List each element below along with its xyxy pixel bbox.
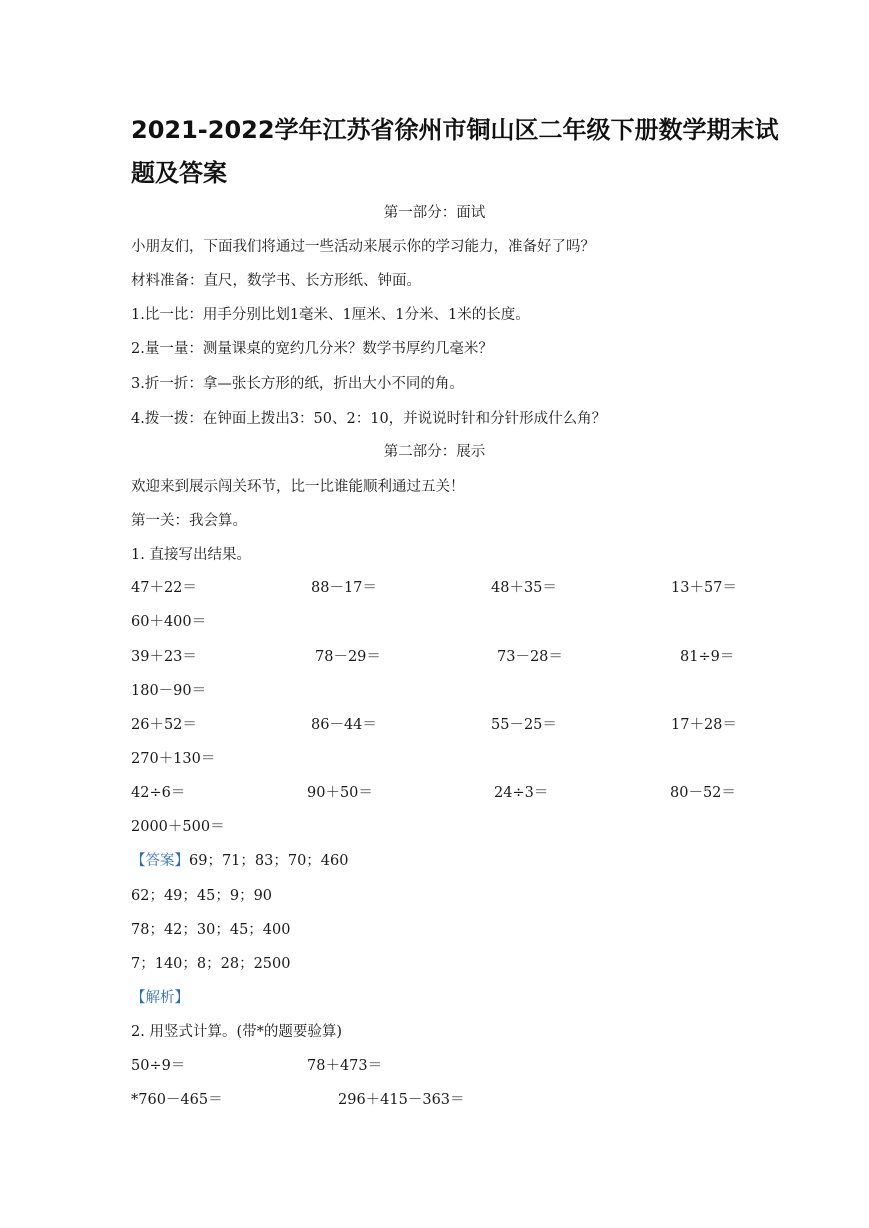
part1-item-4: 4.拨一拨：在钟面上拨出3：50、2：10，并说说时针和分针形成什么角？ bbox=[131, 411, 607, 427]
calc-item: 2000＋500＝ bbox=[131, 819, 225, 835]
answer-text: 69；71；83；70；460 bbox=[189, 853, 349, 869]
answer-line-3: 78；42；30；45；400 bbox=[131, 922, 291, 938]
calc-item: 88－17＝ bbox=[311, 580, 377, 596]
vertical-calc-item: *760－465＝ bbox=[131, 1092, 223, 1108]
vertical-calc-item: 78＋473＝ bbox=[307, 1058, 383, 1074]
calc-item: 48＋35＝ bbox=[491, 580, 557, 596]
part1-heading: 第一部分：面试 bbox=[383, 205, 486, 221]
question-2: 2. 用竖式计算。(带*的题要验算) bbox=[131, 1024, 343, 1040]
calc-item: 26＋52＝ bbox=[131, 717, 197, 733]
part1-item-2: 2.量一量：测量课桌的宽约几分米？数学书厚约几毫米？ bbox=[131, 341, 493, 357]
question-1: 1. 直接写出结果。 bbox=[131, 547, 251, 563]
analysis-tag: 【解析】 bbox=[131, 990, 189, 1006]
vertical-calc-item: 296＋415－363＝ bbox=[338, 1092, 465, 1108]
calc-item: 17＋28＝ bbox=[671, 717, 737, 733]
answer-tag: 【答案】 bbox=[131, 853, 189, 869]
calc-item: 73－28＝ bbox=[497, 649, 563, 665]
answer-line-2: 62；49；45；9；90 bbox=[131, 888, 273, 904]
calc-item: 86－44＝ bbox=[311, 717, 377, 733]
part1-materials: 材料准备：直尺，数学书、长方形纸、钟面。 bbox=[131, 273, 421, 289]
part2-heading: 第二部分：展示 bbox=[383, 444, 486, 460]
document-title-line-2: 题及答案 bbox=[131, 159, 227, 187]
answer-line-4: 7；140；8；28；2500 bbox=[131, 956, 291, 972]
calc-item: 270＋130＝ bbox=[131, 751, 216, 767]
part1-intro: 小朋友们，下面我们将通过一些活动来展示你的学习能力，准备好了吗？ bbox=[131, 239, 595, 255]
part1-item-1: 1.比一比：用手分别比划1毫米、1厘米、1分米、1米的长度。 bbox=[131, 307, 530, 323]
calc-item: 13＋57＝ bbox=[671, 580, 737, 596]
vertical-calc-item: 50÷9＝ bbox=[131, 1058, 186, 1074]
calc-item: 24÷3＝ bbox=[494, 785, 549, 801]
calc-item: 39＋23＝ bbox=[131, 649, 197, 665]
part1-item-3: 3.折一折：拿—张长方形的纸，折出大小不同的角。 bbox=[131, 376, 464, 392]
calc-item: 42÷6＝ bbox=[131, 785, 186, 801]
calc-item: 78－29＝ bbox=[315, 649, 381, 665]
calc-item: 81÷9＝ bbox=[680, 649, 735, 665]
calc-item: 90＋50＝ bbox=[307, 785, 373, 801]
answer-line-1 bbox=[131, 851, 348, 871]
document-title-line-1: 2021-2022学年江苏省徐州市铜山区二年级下册数学期末试 bbox=[131, 116, 779, 144]
level1-label: 第一关：我会算。 bbox=[131, 513, 247, 529]
part2-intro: 欢迎来到展示闯关环节，比一比谁能顺利通过五关！ bbox=[131, 479, 465, 495]
calc-item: 60＋400＝ bbox=[131, 614, 207, 630]
calc-item: 55－25＝ bbox=[491, 717, 557, 733]
calc-item: 80－52＝ bbox=[670, 785, 736, 801]
calc-item: 180－90＝ bbox=[131, 683, 207, 699]
calc-item: 47＋22＝ bbox=[131, 580, 197, 596]
